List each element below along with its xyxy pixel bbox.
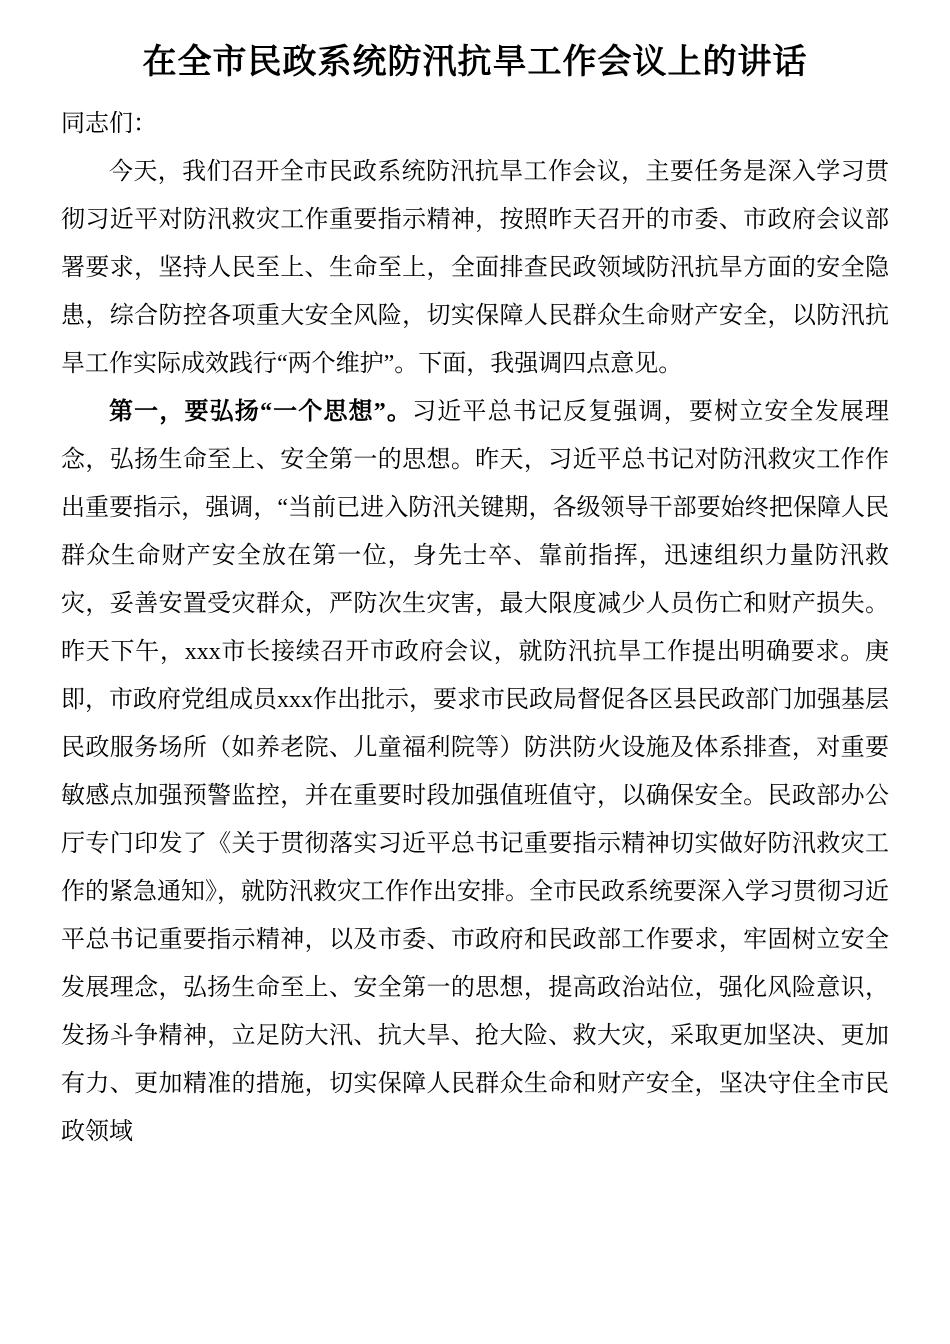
paragraph-1 — [61, 148, 889, 388]
paragraph-2-text: 习近平总书记反复强调，要树立安全发展理念，弘扬生命至上、安全第一的思想。昨天，习近平总书记对防汛救灾工作作出重要指示，强调，“当前已进入防汛关键期，各级领导干部要始终把保障人民群众生命财产安全放在第一位，身先士卒、靠前指挥，迅速组织力量防汛救灾，妥善安置受灾群众，严防次生灾害，最大限度减少人员伤亡和财产损失。昨天下午，xxx市长接续召开市政府会议，就防汛抗旱工作提出明确要求。庚即，市政府党组成员xxx作出批示，要求市民政局督促各区县民政部门加强基层民政服务场所（如养老院、儿童福利院等）防洪防火设施及体系排查，对重要敏感点加强预警监控，并在重要时段加强值班值守，以确保安全。民政部办公厅专门印发了《关于贯彻落实习近平总书记重要指示精神切实做好防汛救灾工作的紧急通知》，就防汛救灾工作作出安排。全市民政系统要深入学习贯彻习近平总书记重要指示精神，以及市委、市政府和民政部工作要求，牢固树立安全发展理念，弘扬生命至上、安全第一的思想，提高政治站位，强化风险意识，发扬斗争精神，立足防大汛、抗大旱、抢大险、救大灾，采取更加坚决、更加有力、更加精准的措施，切实保障人民群众生命和财产安全，坚决守住全市民政领域 — [61, 399, 890, 1145]
paragraph-2 — [61, 388, 889, 1156]
paragraph-1-text: 今天，我们召开全市民政系统防汛抗旱工作会议，主要任务是深入学习贯彻习近平对防汛救灾工作重要指示精神，按照昨天召开的市委、市政府会议部署要求，坚持人民至上、生命至上，全面排查民政领域防汛抗旱方面的安全隐患，综合防控各项重大安全风险，切实保障人民群众生命财产安全，以防汛抗旱工作实际成效践行“两个维护”。下面，我强调四点意见。 — [61, 159, 889, 377]
document-title: 在全市民政系统防汛抗旱工作会议上的讲话 — [142, 44, 808, 81]
paragraph-2-lead: 第一，要弘扬“一个思想”。 — [109, 399, 413, 425]
salutation: 同志们： — [61, 111, 157, 137]
